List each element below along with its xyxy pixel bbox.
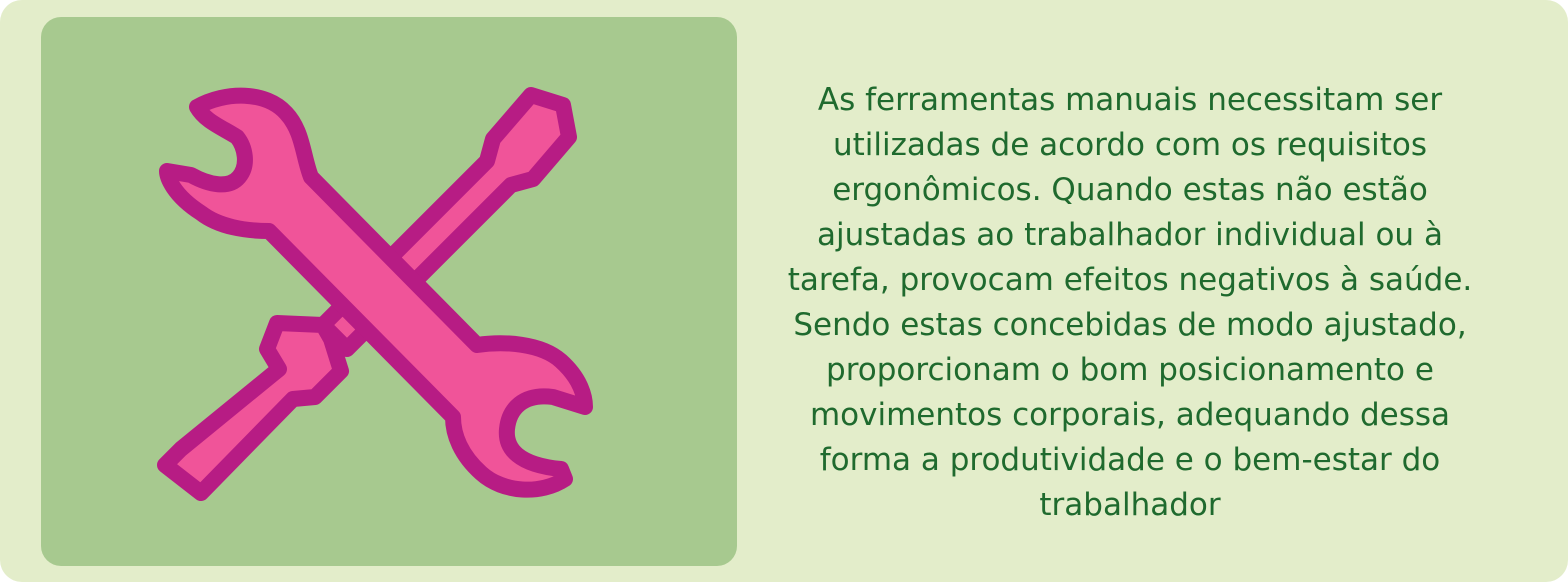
description-line: utilizadas de acordo com os requisitos bbox=[832, 127, 1428, 163]
description-line: proporcionam o bom posicionamento e bbox=[826, 352, 1434, 388]
description-line: ajustadas ao trabalhador individual ou à bbox=[817, 217, 1443, 253]
description-line: forma a produtividade e o bem-estar do bbox=[819, 442, 1441, 478]
icon-panel bbox=[41, 17, 737, 566]
description-line: As ferramentas manuais necessitam ser bbox=[817, 82, 1443, 118]
description-line: trabalhador bbox=[1039, 487, 1221, 523]
wrench-and-screwdriver-icon bbox=[41, 17, 737, 566]
description-text bbox=[780, 78, 1480, 528]
description-line: ergonômicos. Quando estas não estão bbox=[832, 172, 1428, 208]
description-line: Sendo estas concebidas de modo ajustado, bbox=[793, 307, 1467, 343]
description-line: tarefa, provocam efeitos negativos à saúde. bbox=[787, 262, 1473, 298]
description-line: movimentos corporais, adequando dessa bbox=[809, 397, 1451, 433]
